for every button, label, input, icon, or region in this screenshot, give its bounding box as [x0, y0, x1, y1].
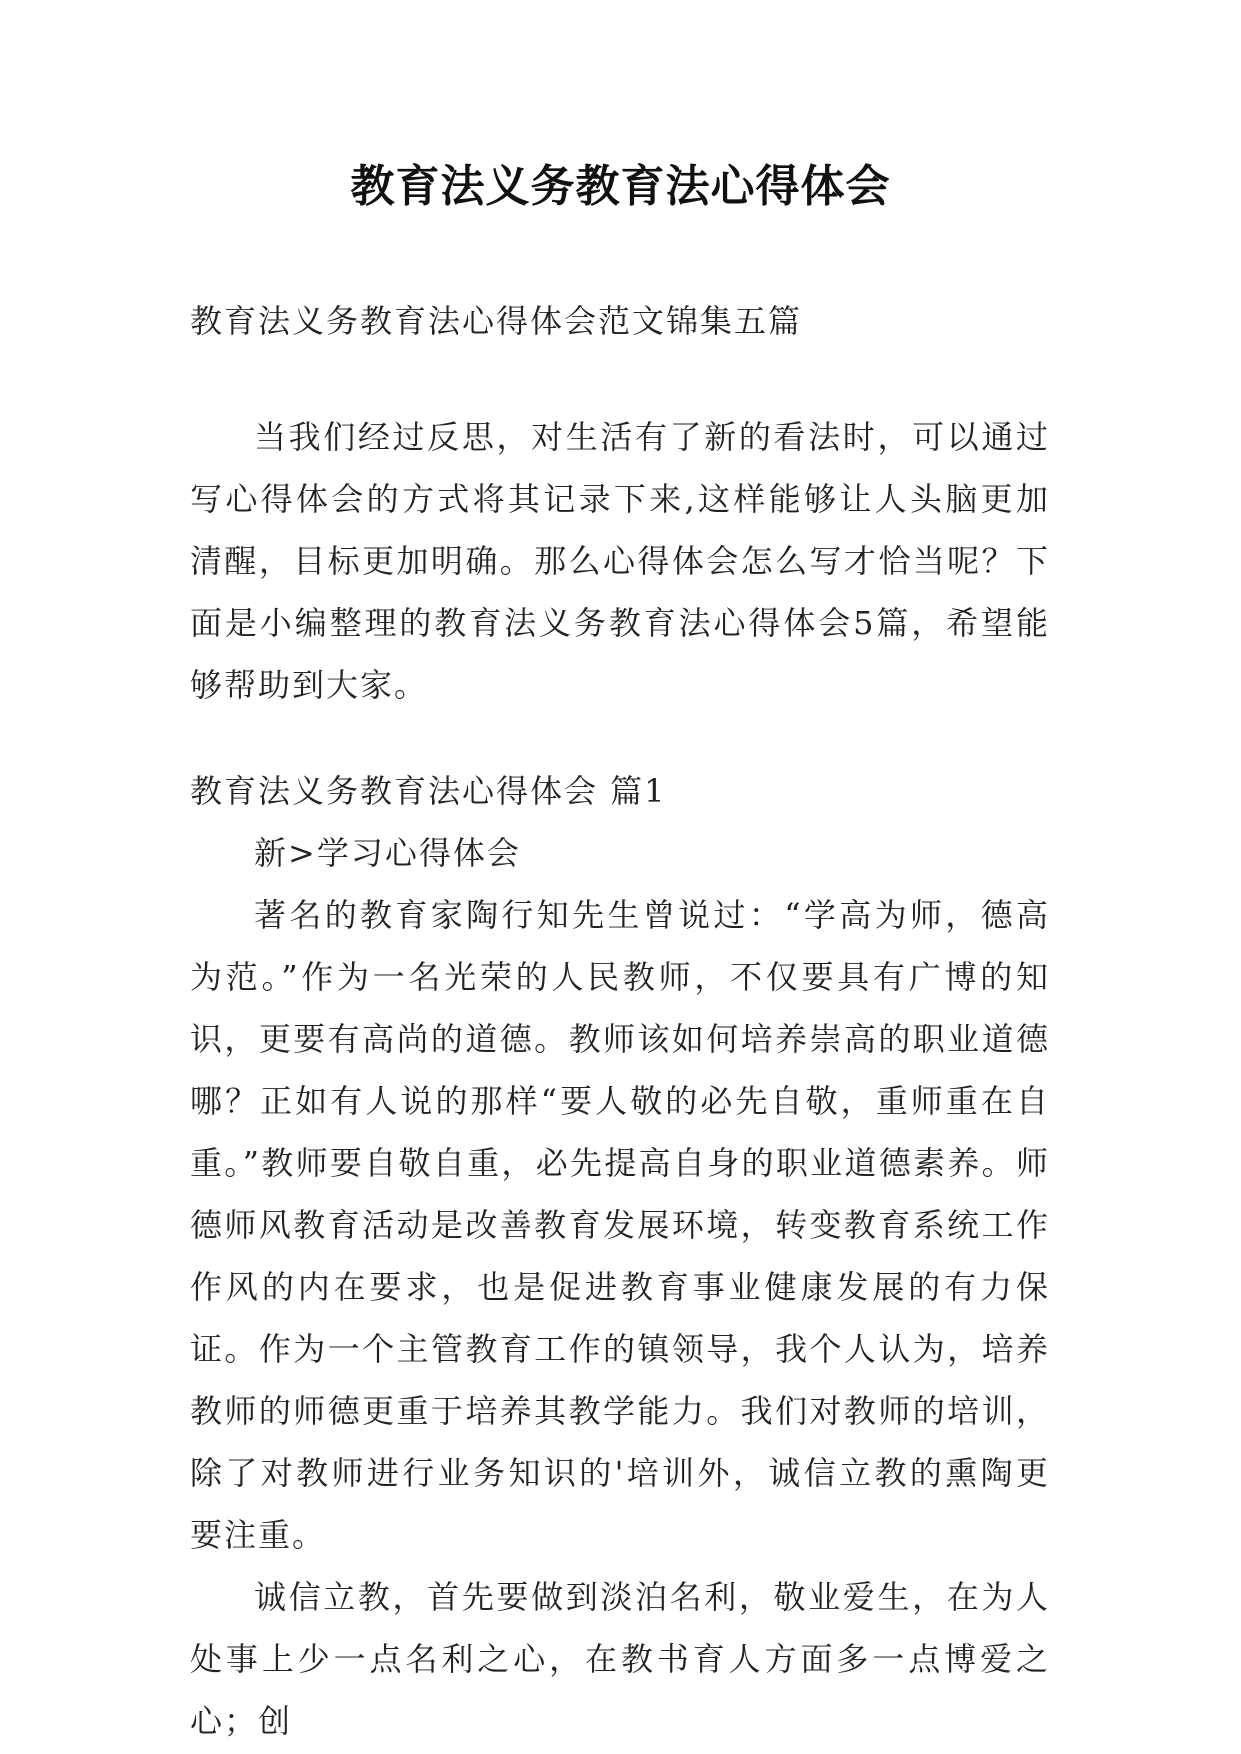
document-subtitle: 教育法义务教育法心得体会范文锦集五篇: [190, 302, 803, 340]
section-heading: 教育法义务教育法心得体会 篇1: [190, 772, 667, 810]
section-subheading: 新>学习心得体会: [254, 834, 521, 872]
intro-paragraph: 当我们经过反思，对生活有了新的看法时，可以通过写心得体会的方式将其记录下来,这样能够让人头脑更加清醒，目标更加明确。那么心得体会怎么写才恰当呢？下面是小编整理的教育法义务教育法心得体会5篇，希望能够帮助到大家。: [190, 418, 1050, 704]
body-paragraph: 诚信立教，首先要做到淡泊名利，敬业爱生，在为人处事上少一点名利之心，在教书育人方面多一点博爱之心；创: [190, 1578, 1050, 1740]
document-title: 教育法义务教育法心得体会: [350, 161, 891, 212]
document-body: [190, 290, 1050, 1752]
body-paragraph: 著名的教育家陶行知先生曾说过：“学高为师，德高为范。”作为一名光荣的人民教师，不仅要具有广博的知识，更要有高尚的道德。教师该如何培养崇高的职业道德哪？正如有人说的那样“要人敬的必先自敬，重师重在自重。”教师要自敬自重，必先提高自身的职业道德素养。师德师风教育活动是改善教育发展环境，转变教育系统工作作风的内在要求，也是促进教育事业健康发展的有力保证。作为一个主管教育工作的镇领导，我个人认为，培养教师的师德更重于培养其教学能力。我们对教师的培训，除了对教师进行业务知识的'培训外，诚信立教的熏陶更要注重。: [190, 896, 1050, 1554]
